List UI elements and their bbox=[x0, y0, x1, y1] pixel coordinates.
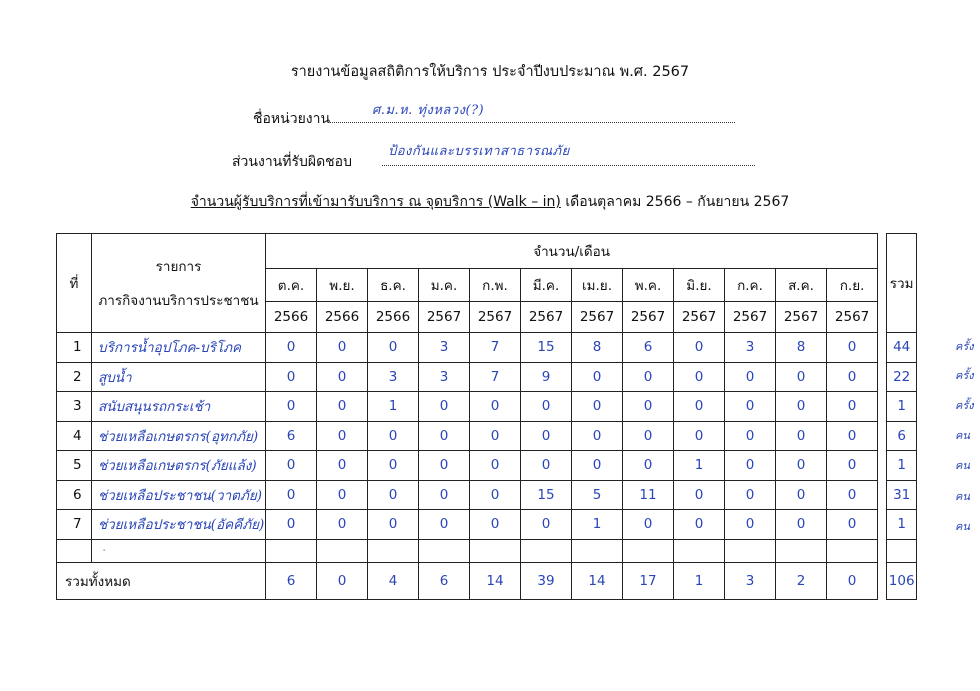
month-value: 0 bbox=[572, 362, 623, 392]
month-value: 8 bbox=[776, 333, 827, 363]
blank-cell bbox=[368, 539, 419, 562]
table-row bbox=[57, 451, 917, 481]
month-value: 0 bbox=[470, 510, 521, 540]
year-header: 2567 bbox=[521, 302, 572, 333]
row-total: 1 bbox=[887, 392, 917, 422]
month-value: 0 bbox=[266, 480, 317, 510]
month-value: 0 bbox=[827, 392, 878, 422]
row-item: ช่วยเหลือประชาชน(วาตภัย) bbox=[92, 480, 266, 510]
row-total: 44 bbox=[887, 333, 917, 363]
month-value: 0 bbox=[674, 421, 725, 451]
month-value: 0 bbox=[317, 510, 368, 540]
month-value: 0 bbox=[317, 451, 368, 481]
gap-cell bbox=[878, 333, 887, 363]
row-number: 2 bbox=[57, 362, 92, 392]
month-value: 11 bbox=[623, 480, 674, 510]
month-value: 0 bbox=[623, 510, 674, 540]
year-header: 2567 bbox=[725, 302, 776, 333]
month-header: พ.ย. bbox=[317, 269, 368, 302]
blank-cell bbox=[827, 539, 878, 562]
month-total: 1 bbox=[674, 562, 725, 599]
month-value: 0 bbox=[419, 392, 470, 422]
month-total: 14 bbox=[572, 562, 623, 599]
month-value: 0 bbox=[725, 510, 776, 540]
month-value: 3 bbox=[725, 333, 776, 363]
month-value: 0 bbox=[623, 362, 674, 392]
month-header: พ.ค. bbox=[623, 269, 674, 302]
month-value: 0 bbox=[368, 333, 419, 363]
row-number: 1 bbox=[57, 333, 92, 363]
month-value: 1 bbox=[572, 510, 623, 540]
col-item-line2: ภารกิจงานบริการประชาชน bbox=[98, 293, 259, 309]
month-value: 0 bbox=[827, 333, 878, 363]
month-value: 0 bbox=[266, 510, 317, 540]
gap-cell bbox=[878, 539, 887, 562]
blank-cell bbox=[572, 539, 623, 562]
month-value: 0 bbox=[521, 510, 572, 540]
dept-dotted-line bbox=[382, 165, 755, 166]
month-value: 0 bbox=[266, 333, 317, 363]
unit-dotted-line bbox=[330, 122, 735, 123]
blank-cell bbox=[521, 539, 572, 562]
month-value: 0 bbox=[674, 392, 725, 422]
year-header: 2567 bbox=[776, 302, 827, 333]
month-value: 7 bbox=[470, 333, 521, 363]
month-value: 6 bbox=[266, 421, 317, 451]
month-header: ส.ค. bbox=[776, 269, 827, 302]
subtitle-main: จำนวนผู้รับบริการที่เข้ามารับบริการ ณ จุดบริการ (Walk – in) bbox=[190, 194, 561, 210]
month-value: 0 bbox=[725, 392, 776, 422]
gap-cell bbox=[878, 480, 887, 510]
month-total: 17 bbox=[623, 562, 674, 599]
month-value: 1 bbox=[368, 392, 419, 422]
month-value: 0 bbox=[317, 421, 368, 451]
row-unit-note: คน bbox=[955, 520, 970, 533]
year-header: 2566 bbox=[266, 302, 317, 333]
month-header: มิ.ย. bbox=[674, 269, 725, 302]
table-row bbox=[57, 392, 917, 422]
month-total: 4 bbox=[368, 562, 419, 599]
year-header: 2567 bbox=[572, 302, 623, 333]
month-value: 3 bbox=[419, 362, 470, 392]
month-value: 3 bbox=[419, 333, 470, 363]
row-total: 6 bbox=[887, 421, 917, 451]
col-no-header: ที่ bbox=[57, 234, 92, 333]
month-value: 0 bbox=[572, 451, 623, 481]
row-unit-note: ครั้ง bbox=[955, 369, 974, 382]
month-total: 6 bbox=[419, 562, 470, 599]
month-value: 0 bbox=[266, 362, 317, 392]
month-value: 0 bbox=[776, 421, 827, 451]
gap-cell bbox=[878, 562, 887, 599]
month-value: 0 bbox=[827, 480, 878, 510]
report-title: รายงานข้อมูลสถิติการให้บริการ ประจำปีงบประมาณ พ.ศ. 2567 bbox=[290, 64, 690, 80]
col-item-header bbox=[92, 234, 266, 333]
year-header: 2567 bbox=[674, 302, 725, 333]
month-value: 15 bbox=[521, 480, 572, 510]
row-number: 6 bbox=[57, 480, 92, 510]
month-value: 0 bbox=[368, 510, 419, 540]
blank-cell bbox=[266, 539, 317, 562]
gap-cell bbox=[878, 451, 887, 481]
year-header: 2566 bbox=[368, 302, 419, 333]
month-value: 0 bbox=[827, 421, 878, 451]
row-unit-note: ครั้ง bbox=[955, 399, 974, 412]
table-row bbox=[57, 362, 917, 392]
gap-cell bbox=[878, 392, 887, 422]
table-row bbox=[57, 510, 917, 540]
month-value: 0 bbox=[827, 362, 878, 392]
month-header: มี.ค. bbox=[521, 269, 572, 302]
month-value: 0 bbox=[470, 392, 521, 422]
year-header: 2567 bbox=[623, 302, 674, 333]
month-value: 6 bbox=[623, 333, 674, 363]
month-value: 0 bbox=[572, 421, 623, 451]
month-value: 0 bbox=[521, 451, 572, 481]
month-value: 0 bbox=[827, 510, 878, 540]
month-header: ธ.ค. bbox=[368, 269, 419, 302]
row-item: ช่วยเหลือประชาชน(อัคคีภัย) bbox=[92, 510, 266, 540]
month-value: 9 bbox=[521, 362, 572, 392]
row-number: 5 bbox=[57, 451, 92, 481]
month-value: 0 bbox=[623, 421, 674, 451]
month-header: ต.ค. bbox=[266, 269, 317, 302]
dept-label: ส่วนงานที่รับผิดชอบ bbox=[232, 154, 352, 170]
month-value: 0 bbox=[776, 451, 827, 481]
month-value: 3 bbox=[368, 362, 419, 392]
month-value: 0 bbox=[419, 451, 470, 481]
month-value: 0 bbox=[317, 333, 368, 363]
month-value: 0 bbox=[827, 451, 878, 481]
row-item: บริการน้ำอุปโภค-บริโภค bbox=[92, 333, 266, 363]
month-header: ก.ค. bbox=[725, 269, 776, 302]
unit-value: ศ.ม.ห. ทุ่งหลวง(?) bbox=[372, 103, 485, 118]
month-value: 0 bbox=[776, 510, 827, 540]
month-value: 0 bbox=[470, 421, 521, 451]
table-row bbox=[57, 421, 917, 451]
table-row bbox=[57, 480, 917, 510]
gap-cell bbox=[878, 421, 887, 451]
col-total-header: รวม bbox=[887, 234, 917, 333]
month-value: 0 bbox=[317, 392, 368, 422]
table-row bbox=[57, 333, 917, 363]
month-value: 0 bbox=[368, 480, 419, 510]
blank-cell bbox=[317, 539, 368, 562]
subtitle-period: เดือนตุลาคม 2566 – กันยายน 2567 bbox=[565, 194, 790, 210]
month-value: 0 bbox=[725, 480, 776, 510]
report-subtitle bbox=[0, 191, 980, 213]
statistics-table bbox=[56, 233, 917, 600]
month-value: 0 bbox=[470, 480, 521, 510]
month-total: 6 bbox=[266, 562, 317, 599]
year-header: 2567 bbox=[827, 302, 878, 333]
month-value: 0 bbox=[725, 451, 776, 481]
year-header: 2567 bbox=[419, 302, 470, 333]
row-total: 1 bbox=[887, 451, 917, 481]
row-total: 1 bbox=[887, 510, 917, 540]
row-item: ช่วยเหลือเกษตรกร(อุทกภัย) bbox=[92, 421, 266, 451]
year-header: 2566 bbox=[317, 302, 368, 333]
month-value: 0 bbox=[368, 451, 419, 481]
month-header: ก.พ. bbox=[470, 269, 521, 302]
month-value: 0 bbox=[674, 362, 725, 392]
month-value: 0 bbox=[776, 480, 827, 510]
row-number: 4 bbox=[57, 421, 92, 451]
month-value: 0 bbox=[623, 451, 674, 481]
unit-label: ชื่อหน่วยงาน bbox=[253, 111, 331, 127]
month-value: 0 bbox=[776, 362, 827, 392]
row-unit-note: คน bbox=[955, 429, 970, 442]
month-value: 0 bbox=[674, 510, 725, 540]
total-label: รวมทั้งหมด bbox=[57, 562, 266, 599]
row-total: 22 bbox=[887, 362, 917, 392]
month-value: 0 bbox=[623, 392, 674, 422]
month-value: 0 bbox=[725, 421, 776, 451]
month-header: ม.ค. bbox=[419, 269, 470, 302]
grand-total: 106 bbox=[887, 562, 917, 599]
month-value: 0 bbox=[368, 421, 419, 451]
month-value: 0 bbox=[419, 421, 470, 451]
month-total: 39 bbox=[521, 562, 572, 599]
blank-item: · bbox=[92, 539, 266, 562]
month-value: 15 bbox=[521, 333, 572, 363]
month-value: 0 bbox=[470, 451, 521, 481]
blank-cell bbox=[725, 539, 776, 562]
month-total: 0 bbox=[317, 562, 368, 599]
month-value: 1 bbox=[674, 451, 725, 481]
month-total: 2 bbox=[776, 562, 827, 599]
month-value: 0 bbox=[674, 480, 725, 510]
month-total: 3 bbox=[725, 562, 776, 599]
row-unit-note: คน bbox=[955, 459, 970, 472]
col-group-header: จำนวน/เดือน bbox=[266, 234, 878, 269]
row-number: 3 bbox=[57, 392, 92, 422]
month-value: 0 bbox=[266, 451, 317, 481]
month-value: 0 bbox=[419, 510, 470, 540]
blank-cell bbox=[674, 539, 725, 562]
month-value: 0 bbox=[317, 362, 368, 392]
month-value: 7 bbox=[470, 362, 521, 392]
row-item: สูบน้ำ bbox=[92, 362, 266, 392]
gap-cell bbox=[878, 510, 887, 540]
month-value: 0 bbox=[266, 392, 317, 422]
row-unit-note: ครั้ง bbox=[955, 340, 974, 353]
row-item: ช่วยเหลือเกษตรกร(ภัยแล้ง) bbox=[92, 451, 266, 481]
blank-cell bbox=[623, 539, 674, 562]
blank-no bbox=[57, 539, 92, 562]
row-unit-note: คน bbox=[955, 490, 970, 503]
dept-value: ป้องกันและบรรเทาสาธารณภัย bbox=[388, 144, 570, 159]
month-header: ก.ย. bbox=[827, 269, 878, 302]
row-item: สนับสนุนรถกระเช้า bbox=[92, 392, 266, 422]
gap-cell bbox=[878, 362, 887, 392]
blank-cell bbox=[419, 539, 470, 562]
month-value: 0 bbox=[521, 392, 572, 422]
month-value: 0 bbox=[572, 392, 623, 422]
month-value: 0 bbox=[674, 333, 725, 363]
blank-total bbox=[887, 539, 917, 562]
row-number: 7 bbox=[57, 510, 92, 540]
year-header: 2567 bbox=[470, 302, 521, 333]
col-item-line1: รายการ bbox=[155, 259, 202, 275]
month-value: 0 bbox=[521, 421, 572, 451]
month-total: 0 bbox=[827, 562, 878, 599]
gap-cell bbox=[878, 234, 887, 333]
month-total: 14 bbox=[470, 562, 521, 599]
blank-cell bbox=[776, 539, 827, 562]
month-value: 8 bbox=[572, 333, 623, 363]
month-header: เม.ย. bbox=[572, 269, 623, 302]
total-row bbox=[57, 562, 917, 599]
blank-cell bbox=[470, 539, 521, 562]
month-value: 0 bbox=[419, 480, 470, 510]
row-total: 31 bbox=[887, 480, 917, 510]
month-value: 0 bbox=[317, 480, 368, 510]
month-value: 5 bbox=[572, 480, 623, 510]
month-value: 0 bbox=[776, 392, 827, 422]
month-value: 0 bbox=[725, 362, 776, 392]
